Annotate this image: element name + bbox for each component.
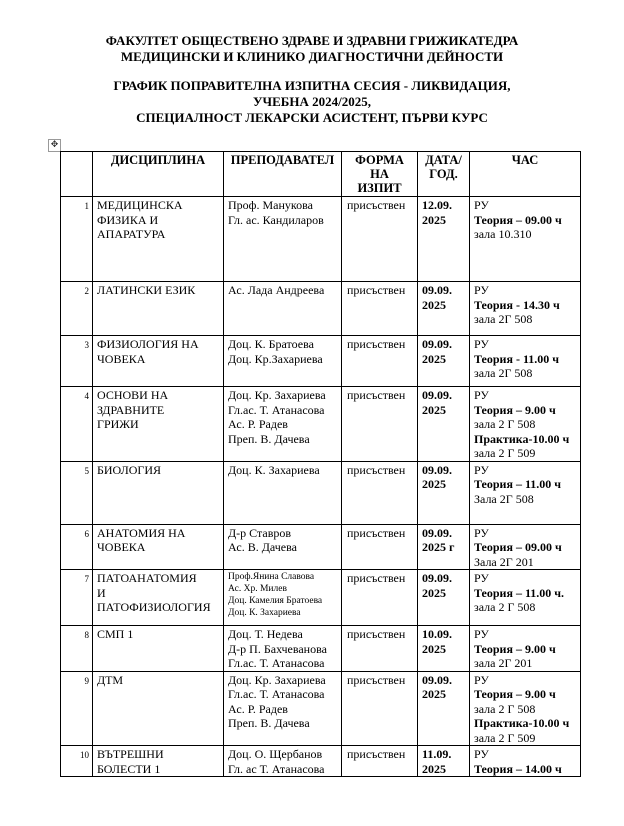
exam-time-line: РУ <box>474 672 489 687</box>
exam-form-cell: присъствен <box>342 336 418 387</box>
exam-time-line: РУ <box>474 198 489 212</box>
faculty-line: ФАКУЛТЕТ ОБЩЕСТВЕНО ЗДРАВЕ И ЗДРАВНИ ГРИЖИКАТЕДРА <box>105 33 519 48</box>
lecturer-name: Доц. Т. Недева <box>228 627 303 641</box>
discipline-cell <box>93 336 224 387</box>
exam-date-line: 09.09. <box>422 525 452 540</box>
exam-date-line: 2025 <box>422 585 446 600</box>
discipline-cell <box>93 282 224 336</box>
row-number: 10 <box>61 746 93 777</box>
discipline-line: ЛАТИНСКИ ЕЗИК <box>97 283 196 297</box>
exam-date-line: 2025 г <box>422 540 455 554</box>
exam-time-line: Теория – 9.00 ч <box>474 687 556 701</box>
table-header-row <box>61 152 581 197</box>
exam-time-line: зала 2Г 201 <box>474 656 533 670</box>
exam-time-line: РУ <box>474 525 489 540</box>
exam-form-cell: присъствен <box>342 524 418 570</box>
exam-time-line: зала 2 Г 508 <box>474 417 536 431</box>
lecturer-name: Ас. Р. Радев <box>228 417 288 431</box>
discipline-line: БОЛЕСТИ 1 <box>97 761 161 776</box>
discipline-line: МЕДИЦИНСКА <box>97 198 183 212</box>
exam-date-line: 2025 <box>422 687 446 701</box>
discipline-cell <box>93 626 224 672</box>
exam-date-cell <box>418 461 470 524</box>
discipline-line: ПАТОФИЗИОЛОГИЯ <box>97 600 211 614</box>
discipline-line: БИОЛОГИЯ <box>97 462 162 477</box>
lecturer-name: Доц. Кр. Захариева <box>228 672 326 687</box>
table-row <box>61 336 581 387</box>
row-number: 9 <box>61 671 93 746</box>
row-number: 8 <box>61 626 93 672</box>
table-row <box>61 570 581 626</box>
exam-time-line: РУ <box>474 283 489 297</box>
lecturer-cell <box>224 671 342 746</box>
row-number: 6 <box>61 524 93 570</box>
lecturer-name: Преп. В. Дачева <box>228 716 310 730</box>
discipline-line: И <box>97 585 106 600</box>
lecturer-name: Доц. О. Щербанов <box>228 747 323 761</box>
exam-time-line: РУ <box>474 571 489 585</box>
exam-time-line: зала 2 Г 509 <box>474 730 536 745</box>
specialty-line: СПЕЦИАЛНОСТ ЛЕКАРСКИ АСИСТЕНТ, ПЪРВИ КУРС <box>136 110 488 125</box>
lecturer-name: Гл. ас. Кандиларов <box>228 212 324 227</box>
discipline-line: ДТМ <box>97 672 124 687</box>
table-row <box>61 671 581 746</box>
lecturer-name: Гл.ас. Т. Атанасова <box>228 656 325 670</box>
header-form <box>342 152 418 197</box>
lecturer-name: Гл.ас. Т. Атанасова <box>228 687 325 701</box>
exam-time-cell <box>470 524 581 570</box>
discipline-line: ПАТОАНАТОМИЯ <box>97 571 197 585</box>
exam-time-line: РУ <box>474 337 489 351</box>
exam-time-cell <box>470 626 581 672</box>
lecturer-name: Ас. Хр. Милев <box>228 584 287 594</box>
lecturer-cell <box>224 336 342 387</box>
lecturer-name: Доц. Камелия Братоева <box>228 596 323 606</box>
lecturer-cell <box>224 387 342 462</box>
exam-date-line: 2025 <box>422 351 446 366</box>
exam-time-line: Теория – 09.00 ч <box>474 212 562 227</box>
discipline-line: АНАТОМИЯ НА <box>97 525 186 540</box>
exam-date-line: 2025 <box>422 212 446 227</box>
exam-date-cell <box>418 626 470 672</box>
row-number: 2 <box>61 282 93 336</box>
exam-date-line: 2025 <box>422 761 446 776</box>
exam-time-line: зала 2Г 508 <box>474 366 533 380</box>
discipline-cell <box>93 197 224 282</box>
academic-year-line: УЧЕБНА 2024/2025, <box>253 94 371 109</box>
exam-date-cell <box>418 524 470 570</box>
exam-time-line: Теория - 14.30 ч <box>474 297 560 312</box>
lecturer-name: Проф.Янина Славова <box>228 572 315 582</box>
lecturer-name: Ас. В. Дачева <box>228 540 297 554</box>
lecturer-cell <box>224 746 342 777</box>
exam-date-line: 11.09. <box>422 747 452 761</box>
exam-time-line: РУ <box>474 388 489 402</box>
header-discipline: ДИСЦИПЛИНА <box>93 152 224 197</box>
exam-date-line: 2025 <box>422 477 446 491</box>
exam-date-cell <box>418 336 470 387</box>
lecturer-name: Проф. Манукова <box>228 198 313 212</box>
discipline-line: ЗДРАВНИТЕ <box>97 402 165 417</box>
exam-date-line: 09.09. <box>422 462 452 477</box>
exam-time-line: Зала 2Г 508 <box>474 491 534 506</box>
lecturer-name: Доц. К. Захариева <box>228 608 301 618</box>
discipline-line: АПАРАТУРА <box>97 227 166 241</box>
discipline-cell <box>93 461 224 524</box>
exam-date-cell <box>418 746 470 777</box>
discipline-line: ГРИЖИ <box>97 417 139 431</box>
schedule-title <box>0 78 624 126</box>
exam-time-line: Теория – 11.00 ч <box>474 477 562 491</box>
row-number: 3 <box>61 336 93 387</box>
exam-time-cell <box>470 282 581 336</box>
exam-schedule-table <box>60 151 581 777</box>
exam-time-line: Практика-10.00 ч <box>474 431 570 446</box>
lecturer-cell <box>224 524 342 570</box>
exam-time-line: зала 2 Г 508 <box>474 600 536 614</box>
exam-time-cell <box>470 387 581 462</box>
table-row <box>61 387 581 462</box>
table-row <box>61 461 581 524</box>
header-date <box>418 152 470 197</box>
exam-time-cell <box>470 671 581 746</box>
exam-date-cell <box>418 570 470 626</box>
exam-date-line: 2025 <box>422 297 446 312</box>
row-number: 1 <box>61 197 93 282</box>
row-number: 4 <box>61 387 93 462</box>
exam-time-line: зала 2 Г 509 <box>474 446 536 460</box>
exam-time-line: РУ <box>474 627 489 641</box>
exam-time-line: Практика-10.00 ч <box>474 716 570 730</box>
lecturer-name: Доц. Кр.Захариева <box>228 351 323 366</box>
lecturer-name: Доц. К. Братоева <box>228 337 314 351</box>
header-form-line: ИЗПИТ <box>357 181 402 195</box>
schedule-title-line: ГРАФИК ПОПРАВИТЕЛНА ИЗПИТНА СЕСИЯ - ЛИКВИДАЦИЯ, <box>113 78 511 93</box>
table-row <box>61 626 581 672</box>
lecturer-name: Д-р П. Бахчеванова <box>228 641 327 656</box>
exam-date-line: 09.09. <box>422 388 452 402</box>
discipline-line: ФИЗИОЛОГИЯ НА <box>97 337 199 351</box>
lecturer-name: Доц. К. Захариева <box>228 462 320 477</box>
lecturer-cell <box>224 197 342 282</box>
exam-date-cell <box>418 197 470 282</box>
discipline-line: ВЪТРЕШНИ <box>97 747 164 761</box>
exam-time-cell <box>470 570 581 626</box>
exam-time-line: Теория – 14.00 ч <box>474 761 562 776</box>
table-row <box>61 746 581 777</box>
exam-time-line: РУ <box>474 462 489 477</box>
discipline-line: ОСНОВИ НА <box>97 388 169 402</box>
lecturer-name: Д-р Ставров <box>228 525 292 540</box>
row-number: 5 <box>61 461 93 524</box>
exam-date-line: 09.09. <box>422 571 452 585</box>
table-move-handle-icon[interactable]: ✥ <box>48 139 61 152</box>
discipline-cell <box>93 570 224 626</box>
header-lecturer: ПРЕПОДАВАТЕЛ <box>224 152 342 197</box>
exam-date-cell <box>418 282 470 336</box>
exam-form-cell: присъствен <box>342 461 418 524</box>
exam-date-line: 09.09. <box>422 337 452 351</box>
lecturer-cell <box>224 570 342 626</box>
discipline-cell <box>93 387 224 462</box>
discipline-cell <box>93 746 224 777</box>
table-row <box>61 282 581 336</box>
exam-time-line: зала 2Г 508 <box>474 312 533 326</box>
discipline-line: ФИЗИКА И <box>97 212 159 227</box>
lecturer-cell <box>224 282 342 336</box>
exam-time-line: зала 10.310 <box>474 227 532 241</box>
exam-form-cell: присъствен <box>342 671 418 746</box>
discipline-line: ЧОВЕКА <box>97 540 146 554</box>
lecturer-name: Гл. ас Т. Атанасова <box>228 761 325 776</box>
row-number: 7 <box>61 570 93 626</box>
exam-time-line: Теория – 11.00 ч. <box>474 585 565 600</box>
discipline-line: СМП 1 <box>97 627 134 641</box>
discipline-cell <box>93 671 224 746</box>
exam-time-line: Теория – 09.00 ч <box>474 540 562 554</box>
header-number <box>61 152 93 197</box>
exam-date-line: 09.09. <box>422 283 452 297</box>
table-row <box>61 524 581 570</box>
exam-date-line: 2025 <box>422 402 446 417</box>
exam-date-line: 10.09. <box>422 627 452 641</box>
exam-form-cell: присъствен <box>342 746 418 777</box>
faculty-header <box>0 33 624 65</box>
exam-time-line: Зала 2Г 201 <box>474 554 534 569</box>
exam-date-line: 2025 <box>422 641 446 656</box>
discipline-line: ЧОВЕКА <box>97 351 146 366</box>
lecturer-cell <box>224 626 342 672</box>
header-form-line: НА <box>370 167 389 181</box>
exam-date-line: 12.09. <box>422 198 452 212</box>
header-form-line: ФОРМА <box>355 153 404 167</box>
exam-date-line: 09.09. <box>422 672 452 687</box>
exam-time-cell <box>470 461 581 524</box>
lecturer-cell <box>224 461 342 524</box>
lecturer-name: Ас. Р. Радев <box>228 701 288 716</box>
discipline-cell <box>93 524 224 570</box>
exam-time-cell <box>470 197 581 282</box>
table-row <box>61 197 581 282</box>
exam-form-cell: присъствен <box>342 197 418 282</box>
exam-time-line: Теория – 9.00 ч <box>474 402 556 417</box>
exam-date-cell <box>418 387 470 462</box>
exam-time-line: Теория - 11.00 ч <box>474 351 560 366</box>
department-line: МЕДИЦИНСКИ И КЛИНИКО ДИАГНОСТИЧНИ ДЕЙНОСТИ <box>120 49 504 64</box>
lecturer-name: Доц. Кр. Захариева <box>228 388 326 402</box>
header-time: ЧАС <box>470 152 581 197</box>
header-date-line: ГОД. <box>429 167 458 181</box>
lecturer-name: Гл.ас. Т. Атанасова <box>228 402 325 417</box>
exam-form-cell: присъствен <box>342 387 418 462</box>
lecturer-name: Преп. В. Дачева <box>228 431 310 446</box>
exam-form-cell: присъствен <box>342 570 418 626</box>
exam-time-cell <box>470 336 581 387</box>
header-date-line: ДАТА/ <box>425 153 462 167</box>
lecturer-name: Ас. Лада Андреева <box>228 283 325 297</box>
exam-form-cell: присъствен <box>342 282 418 336</box>
exam-form-cell: присъствен <box>342 626 418 672</box>
exam-time-line: РУ <box>474 747 489 761</box>
exam-time-line: Теория – 9.00 ч <box>474 641 556 656</box>
exam-date-cell <box>418 671 470 746</box>
exam-time-line: зала 2 Г 508 <box>474 701 536 716</box>
exam-time-cell <box>470 746 581 777</box>
